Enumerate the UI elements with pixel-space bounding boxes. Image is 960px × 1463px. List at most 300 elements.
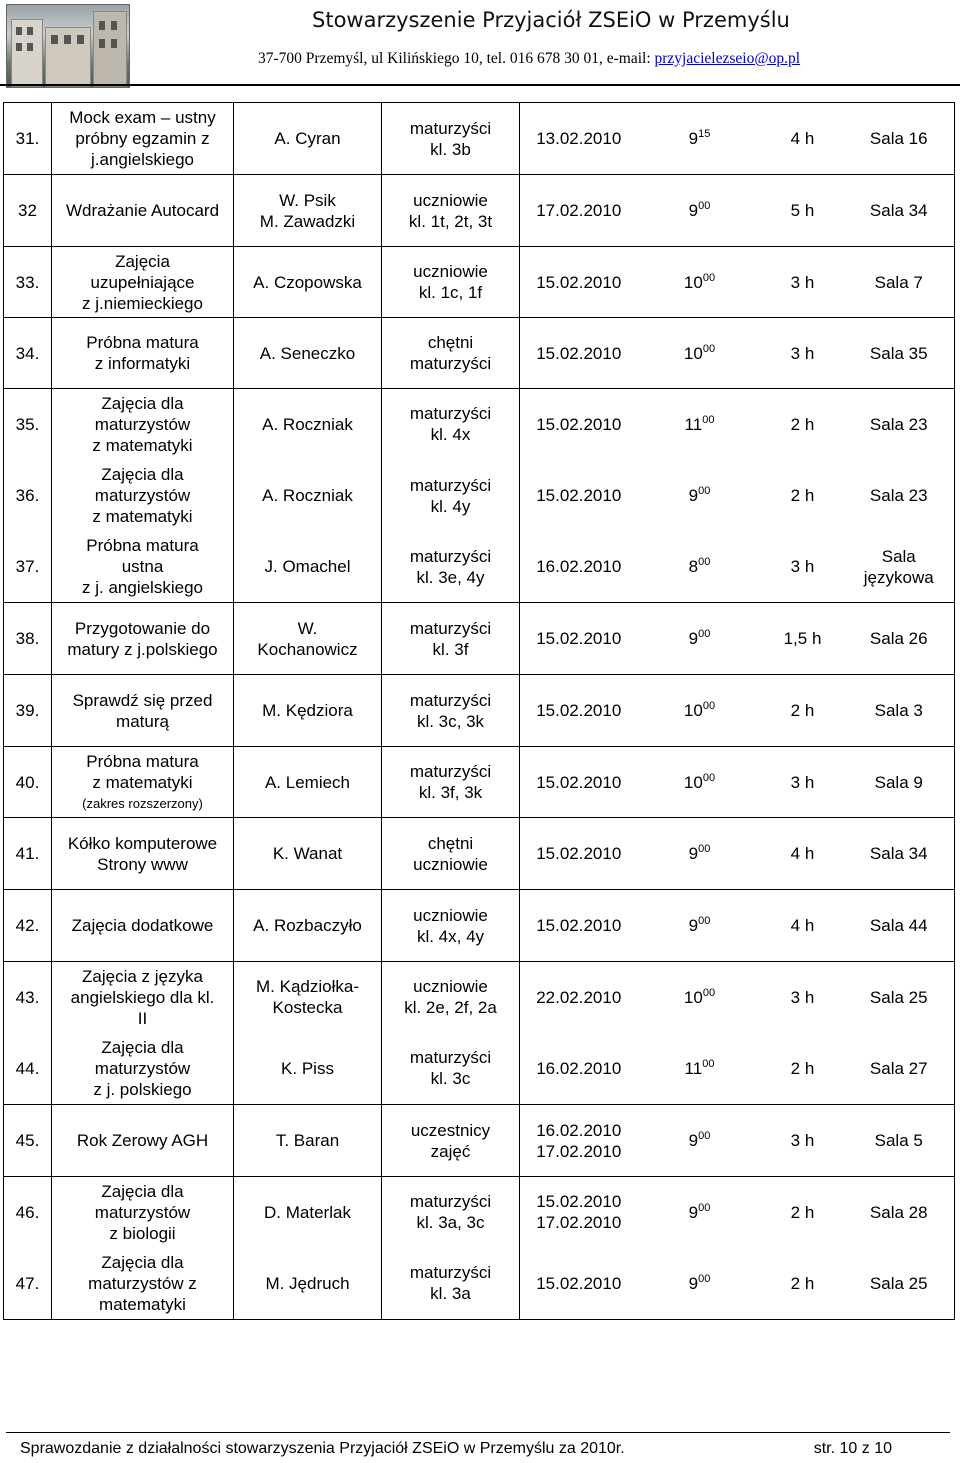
start-time — [638, 1105, 762, 1177]
start-time — [638, 675, 762, 747]
address-text: 37-700 Przemyśl, ul Kilińskiego 10, tel. 016 678 30 01, e-mail: — [258, 50, 655, 67]
room — [844, 818, 955, 890]
teacher-name — [234, 389, 382, 460]
group-line: kl. 3a, 3c — [416, 1213, 485, 1233]
teacher-name — [234, 318, 382, 389]
group-line: maturzyści — [409, 1048, 492, 1068]
name-line: angielskiego dla kl. — [70, 987, 215, 1007]
start-hour: 9 — [688, 844, 699, 863]
name-line: Mock exam – ustny — [69, 108, 216, 127]
name-line: z j. polskiego — [93, 1079, 192, 1099]
name-line: Zajęcia dodatkowe — [71, 916, 214, 935]
start-minutes: 00 — [702, 413, 715, 426]
name-line: z matematyki — [92, 507, 193, 526]
row-number: 38. — [4, 603, 52, 675]
teacher-line: A. Czopowska — [253, 272, 362, 292]
date-line: 15.02.2010 — [536, 844, 622, 863]
date-line: 22.02.2010 — [536, 987, 622, 1007]
teacher-line: M. Kędziora — [262, 701, 353, 720]
row-number: 31. — [4, 103, 52, 175]
activity-name — [52, 389, 234, 460]
start-hour: 10 — [683, 987, 703, 1007]
teacher-name — [234, 1105, 382, 1177]
group-line: kl. 3c — [430, 1069, 471, 1089]
activity-name — [52, 103, 234, 175]
duration: 3 h — [762, 532, 844, 603]
activity-name — [52, 675, 234, 747]
start-minutes: 00 — [698, 556, 711, 569]
teacher-line: Kostecka — [272, 998, 343, 1018]
start-minutes: 00 — [698, 1272, 711, 1285]
date-line: 15.02.2010 — [536, 1192, 622, 1212]
table-row — [4, 818, 955, 890]
room-line: Sala 23 — [869, 414, 928, 434]
start-minutes: 00 — [698, 628, 711, 640]
participant-group — [382, 675, 520, 747]
date-line: 15.02.2010 — [536, 343, 622, 363]
start-hour: 8 — [688, 557, 699, 577]
participant-group — [382, 962, 520, 1033]
duration: 2 h — [762, 675, 844, 747]
start-minutes: 00 — [702, 342, 716, 355]
name-line: Zajęcia dla — [101, 465, 184, 484]
activity-date — [520, 890, 638, 962]
start-hour: 9 — [688, 1131, 699, 1150]
group-line: zajęć — [430, 1141, 471, 1161]
row-number: 42. — [4, 890, 52, 962]
teacher-line: M. Zawadzki — [259, 211, 356, 231]
activity-date — [520, 389, 638, 460]
activity-name — [52, 247, 234, 318]
participant-group — [382, 603, 520, 675]
start-minutes: 00 — [702, 986, 716, 999]
table-row — [4, 247, 955, 318]
room — [844, 890, 955, 962]
date-line: 15.02.2010 — [536, 414, 622, 434]
group-line: kl. 3f, 3k — [418, 783, 483, 802]
teacher-line: M. Kądziołka- — [256, 977, 359, 997]
participant-group — [382, 747, 520, 818]
start-hour: 10 — [683, 272, 703, 292]
room-line: Sala 7 — [874, 272, 923, 292]
date-line: 15.02.2010 — [536, 272, 622, 292]
start-hour: 9 — [688, 201, 699, 220]
row-number: 47. — [4, 1248, 52, 1320]
teacher-name — [234, 1177, 382, 1248]
table-row — [4, 175, 955, 247]
school-building-photo — [6, 4, 130, 88]
name-line: Rok Zerowy AGH — [76, 1131, 209, 1150]
teacher-line: A. Rozbaczyło — [253, 916, 362, 935]
date-line: 13.02.2010 — [536, 129, 622, 148]
start-hour: 9 — [688, 129, 699, 148]
activity-date — [520, 460, 638, 532]
group-line: kl. 2e, 2f, 2a — [404, 998, 497, 1018]
duration: 1,5 h — [762, 603, 844, 675]
group-line: uczniowie — [413, 977, 488, 997]
teacher-line: A. Roczniak — [262, 486, 353, 505]
room — [844, 318, 955, 389]
teacher-line: J. Omachel — [264, 557, 351, 577]
teacher-name — [234, 175, 382, 247]
room — [844, 460, 955, 532]
duration: 4 h — [762, 103, 844, 175]
activity-name — [52, 1248, 234, 1320]
duration: 4 h — [762, 818, 844, 890]
group-line: kl. 3c, 3k — [416, 711, 485, 731]
name-line: Zajęcia dla — [101, 1037, 184, 1057]
start-hour: 9 — [688, 486, 699, 505]
table-row — [4, 675, 955, 747]
activity-name — [52, 318, 234, 389]
name-line: Próbna matura — [86, 536, 199, 556]
group-line: maturzyści — [409, 1263, 492, 1283]
name-line: z j. angielskiego — [82, 578, 203, 598]
teacher-name — [234, 532, 382, 603]
activity-date — [520, 962, 638, 1033]
group-line: kl. 3b — [430, 139, 471, 159]
row-number: 46. — [4, 1177, 52, 1248]
table-row — [4, 962, 955, 1033]
activity-date — [520, 603, 638, 675]
name-line: z informatyki — [94, 354, 191, 373]
room-line: Sala 3 — [874, 701, 923, 720]
activity-name — [52, 532, 234, 603]
name-line: z j.niemieckiego — [82, 293, 203, 313]
room-line: Sala 23 — [869, 486, 928, 505]
name-line: maturzystów — [94, 486, 191, 505]
footer-report-title: Sprawozdanie z działalności stowarzyszenia Przyjaciół ZSEiO w Przemyślu za 2010r. — [20, 1440, 625, 1457]
group-line: kl. 4x — [430, 425, 471, 445]
start-hour: 10 — [683, 772, 703, 792]
participant-group — [382, 1248, 520, 1320]
room — [844, 247, 955, 318]
duration: 2 h — [762, 1248, 844, 1320]
group-line: maturzyści — [409, 1192, 492, 1212]
teacher-line: A. Cyran — [274, 129, 341, 148]
activity-date — [520, 175, 638, 247]
room-line: Sala 34 — [869, 201, 928, 220]
room-line: Sala 25 — [869, 1273, 928, 1293]
date-line: 15.02.2010 — [536, 701, 622, 720]
activity-date — [520, 747, 638, 818]
start-hour: 9 — [688, 629, 699, 648]
activity-name — [52, 1033, 234, 1105]
table-row — [4, 1033, 955, 1105]
group-line: maturzyści — [409, 475, 492, 495]
row-number: 45. — [4, 1105, 52, 1177]
teacher-line: T. Baran — [275, 1131, 340, 1150]
name-line: maturą — [116, 711, 169, 731]
room — [844, 1177, 955, 1248]
room-line: Sala 9 — [874, 772, 923, 792]
name-line: j.angielskiego — [90, 150, 194, 169]
start-minutes: 00 — [702, 271, 716, 284]
activity-date — [520, 532, 638, 603]
start-minutes: 00 — [698, 915, 711, 927]
participant-group — [382, 460, 520, 532]
start-hour: 11 — [684, 1058, 703, 1078]
participant-group — [382, 318, 520, 389]
teacher-line: A. Roczniak — [262, 414, 353, 434]
participant-group — [382, 532, 520, 603]
activity-name — [52, 890, 234, 962]
start-minutes: 00 — [698, 843, 711, 855]
name-line: Zajęcia dla — [101, 393, 184, 413]
room — [844, 1033, 955, 1105]
name-line: Przygotowanie do — [74, 618, 211, 638]
table-row — [4, 532, 955, 603]
date-line: 16.02.2010 — [536, 1120, 622, 1140]
group-line: chętni — [427, 833, 474, 853]
table-row — [4, 1248, 955, 1320]
start-hour: 9 — [688, 1202, 699, 1222]
participant-group — [382, 818, 520, 890]
activity-date — [520, 318, 638, 389]
header-divider — [0, 84, 960, 86]
row-number: 33. — [4, 247, 52, 318]
group-line: kl. 1t, 2t, 3t — [408, 211, 493, 231]
duration: 5 h — [762, 175, 844, 247]
activity-name — [52, 962, 234, 1033]
room-line: Sala 5 — [874, 1131, 923, 1150]
room — [844, 962, 955, 1033]
room-line: Sala 44 — [869, 916, 928, 935]
row-number: 40. — [4, 747, 52, 818]
teacher-name — [234, 1033, 382, 1105]
room-line: Sala 27 — [869, 1058, 928, 1078]
name-line: Zajęcia dla — [101, 1252, 184, 1272]
name-line: II — [137, 1008, 148, 1028]
start-hour: 9 — [688, 1273, 699, 1293]
start-time — [638, 247, 762, 318]
teacher-name — [234, 603, 382, 675]
room-line: Sala 16 — [869, 129, 928, 148]
row-number: 34. — [4, 318, 52, 389]
activity-name — [52, 818, 234, 890]
group-line: maturzyści — [409, 762, 492, 781]
group-line: kl. 1c, 1f — [418, 283, 483, 302]
start-time — [638, 103, 762, 175]
activity-name — [52, 603, 234, 675]
teacher-line: M. Jędruch — [265, 1273, 350, 1293]
row-number: 32 — [4, 175, 52, 247]
duration: 2 h — [790, 486, 815, 505]
start-minutes: 00 — [702, 1057, 715, 1070]
participant-group — [382, 103, 520, 175]
row-number: 35. — [4, 389, 52, 460]
room-line: Sala — [881, 546, 916, 566]
name-line: maturzystów — [94, 414, 191, 434]
participant-group — [382, 1033, 520, 1105]
activity-scope-note: (zakres rozszerzony) — [82, 795, 203, 811]
group-line: uczniowie — [413, 262, 488, 281]
teacher-name — [234, 103, 382, 175]
activity-date — [520, 675, 638, 747]
start-time — [638, 1248, 762, 1320]
start-minutes: 00 — [698, 1201, 711, 1214]
table-row — [4, 603, 955, 675]
name-line: Próbna matura — [86, 751, 199, 771]
name-line: uzupełniające — [90, 272, 195, 292]
room-line: Sala 25 — [869, 987, 928, 1007]
row-number: 36. — [4, 460, 52, 532]
teacher-name — [234, 675, 382, 747]
teacher-line: W. — [297, 618, 318, 638]
email-link[interactable]: przyjacielezseio@op.pl — [654, 50, 801, 67]
duration: 2 h — [762, 1177, 844, 1248]
name-line: maturzystów — [94, 1058, 191, 1078]
group-line: maturzyści — [409, 118, 492, 138]
table-row — [4, 1105, 955, 1177]
activity-name — [52, 1177, 234, 1248]
page-header — [0, 0, 960, 90]
start-hour: 10 — [683, 701, 703, 720]
start-time — [638, 747, 762, 818]
name-line: matematyki — [99, 1294, 186, 1314]
participant-group — [382, 1177, 520, 1248]
teacher-line: A. Lemiech — [264, 772, 351, 792]
activity-date — [520, 103, 638, 175]
organization-name: Stowarzyszenie Przyjaciół ZSEiO w Przemyślu — [312, 8, 790, 32]
room-line: językowa — [863, 567, 934, 587]
name-line: matury z j.polskiego — [67, 639, 218, 659]
group-line: maturzyści — [409, 690, 492, 710]
room-line: Sala 28 — [869, 1202, 928, 1222]
start-time — [638, 389, 762, 460]
group-line: uczniowie — [413, 905, 488, 925]
start-minutes: 00 — [702, 771, 716, 784]
activity-date — [520, 247, 638, 318]
group-line: kl. 4y — [430, 496, 471, 516]
activity-date — [520, 818, 638, 890]
duration: 3 h — [762, 747, 844, 818]
room — [844, 675, 955, 747]
teacher-line: W. Psik — [279, 190, 336, 210]
schedule-table — [3, 102, 955, 1320]
room-line: Sala 35 — [869, 343, 928, 363]
participant-group — [382, 247, 520, 318]
teacher-line: K. Piss — [281, 1058, 334, 1078]
table-row — [4, 103, 955, 175]
start-minutes: 15 — [698, 128, 711, 140]
row-number: 44. — [4, 1033, 52, 1105]
room — [844, 175, 955, 247]
table-row — [4, 1177, 955, 1248]
name-line: Wdrażanie Autocard — [65, 201, 220, 220]
start-time — [638, 175, 762, 247]
date-line: 15.02.2010 — [536, 1273, 622, 1293]
row-number: 37. — [4, 532, 52, 603]
name-line: z matematyki — [92, 435, 193, 455]
activity-name — [52, 1105, 234, 1177]
name-line: maturzystów z — [88, 1273, 197, 1293]
group-line: maturzyści — [409, 618, 492, 638]
teacher-name — [234, 818, 382, 890]
date-line: 15.02.2010 — [536, 629, 622, 648]
duration: 2 h — [762, 1033, 844, 1105]
teacher-name — [234, 747, 382, 818]
name-line: Zajęcia dla — [101, 1181, 184, 1201]
room — [844, 747, 955, 818]
duration: 3 h — [762, 247, 844, 318]
activity-date — [520, 1105, 638, 1177]
table-row — [4, 747, 955, 818]
teacher-line: A. Seneczko — [259, 343, 356, 363]
row-number: 43. — [4, 962, 52, 1033]
row-number: 39. — [4, 675, 52, 747]
duration: 3 h — [762, 962, 844, 1033]
group-line: kl. 3a — [430, 1284, 471, 1304]
start-hour: 10 — [683, 343, 703, 363]
activity-date — [520, 1248, 638, 1320]
room — [844, 532, 955, 603]
page-footer — [6, 1432, 950, 1461]
date-line: 16.02.2010 — [536, 557, 622, 577]
duration: 3 h — [762, 318, 844, 389]
table-row — [4, 890, 955, 962]
activity-name — [52, 460, 234, 532]
start-time — [638, 460, 762, 532]
activity-name — [52, 747, 234, 818]
date-line: 15.02.2010 — [536, 486, 622, 505]
start-time — [638, 818, 762, 890]
start-minutes: 00 — [698, 485, 711, 497]
start-time — [638, 603, 762, 675]
group-line: kl. 3e, 4y — [416, 567, 485, 587]
name-line: ustna — [121, 557, 164, 577]
duration: 4 h — [762, 890, 844, 962]
room — [844, 103, 955, 175]
activity-date — [520, 1033, 638, 1105]
activity-name — [52, 175, 234, 247]
teacher-line: Kochanowicz — [257, 639, 358, 659]
room-line: Sala 26 — [869, 629, 928, 648]
teacher-name — [234, 962, 382, 1033]
organization-address — [258, 50, 800, 68]
start-minutes: 00 — [698, 1130, 711, 1142]
group-line: kl. 4x, 4y — [416, 926, 485, 946]
teacher-name — [234, 890, 382, 962]
date-line: 16.02.2010 — [536, 1058, 622, 1078]
participant-group — [382, 890, 520, 962]
start-time — [638, 1033, 762, 1105]
start-minutes: 00 — [698, 200, 711, 212]
participant-group — [382, 1105, 520, 1177]
date-line: 15.02.2010 — [536, 916, 622, 935]
name-line: z biologii — [109, 1223, 176, 1243]
activity-date — [520, 1177, 638, 1248]
group-line: uczniowie — [413, 854, 488, 874]
start-time — [638, 890, 762, 962]
start-time — [638, 532, 762, 603]
date-line: 17.02.2010 — [536, 1141, 622, 1161]
start-time — [638, 1177, 762, 1248]
name-line: Zajęcia — [115, 251, 170, 271]
room — [844, 1248, 955, 1320]
name-line: Strony www — [97, 854, 188, 874]
group-line: maturzyści — [409, 404, 492, 424]
date-line: 17.02.2010 — [536, 1213, 622, 1233]
teacher-name — [234, 1248, 382, 1320]
teacher-name — [234, 460, 382, 532]
start-time — [638, 962, 762, 1033]
room — [844, 1105, 955, 1177]
room — [844, 389, 955, 460]
group-line: uczniowie — [413, 190, 488, 210]
row-number: 41. — [4, 818, 52, 890]
start-minutes: 00 — [702, 700, 716, 712]
